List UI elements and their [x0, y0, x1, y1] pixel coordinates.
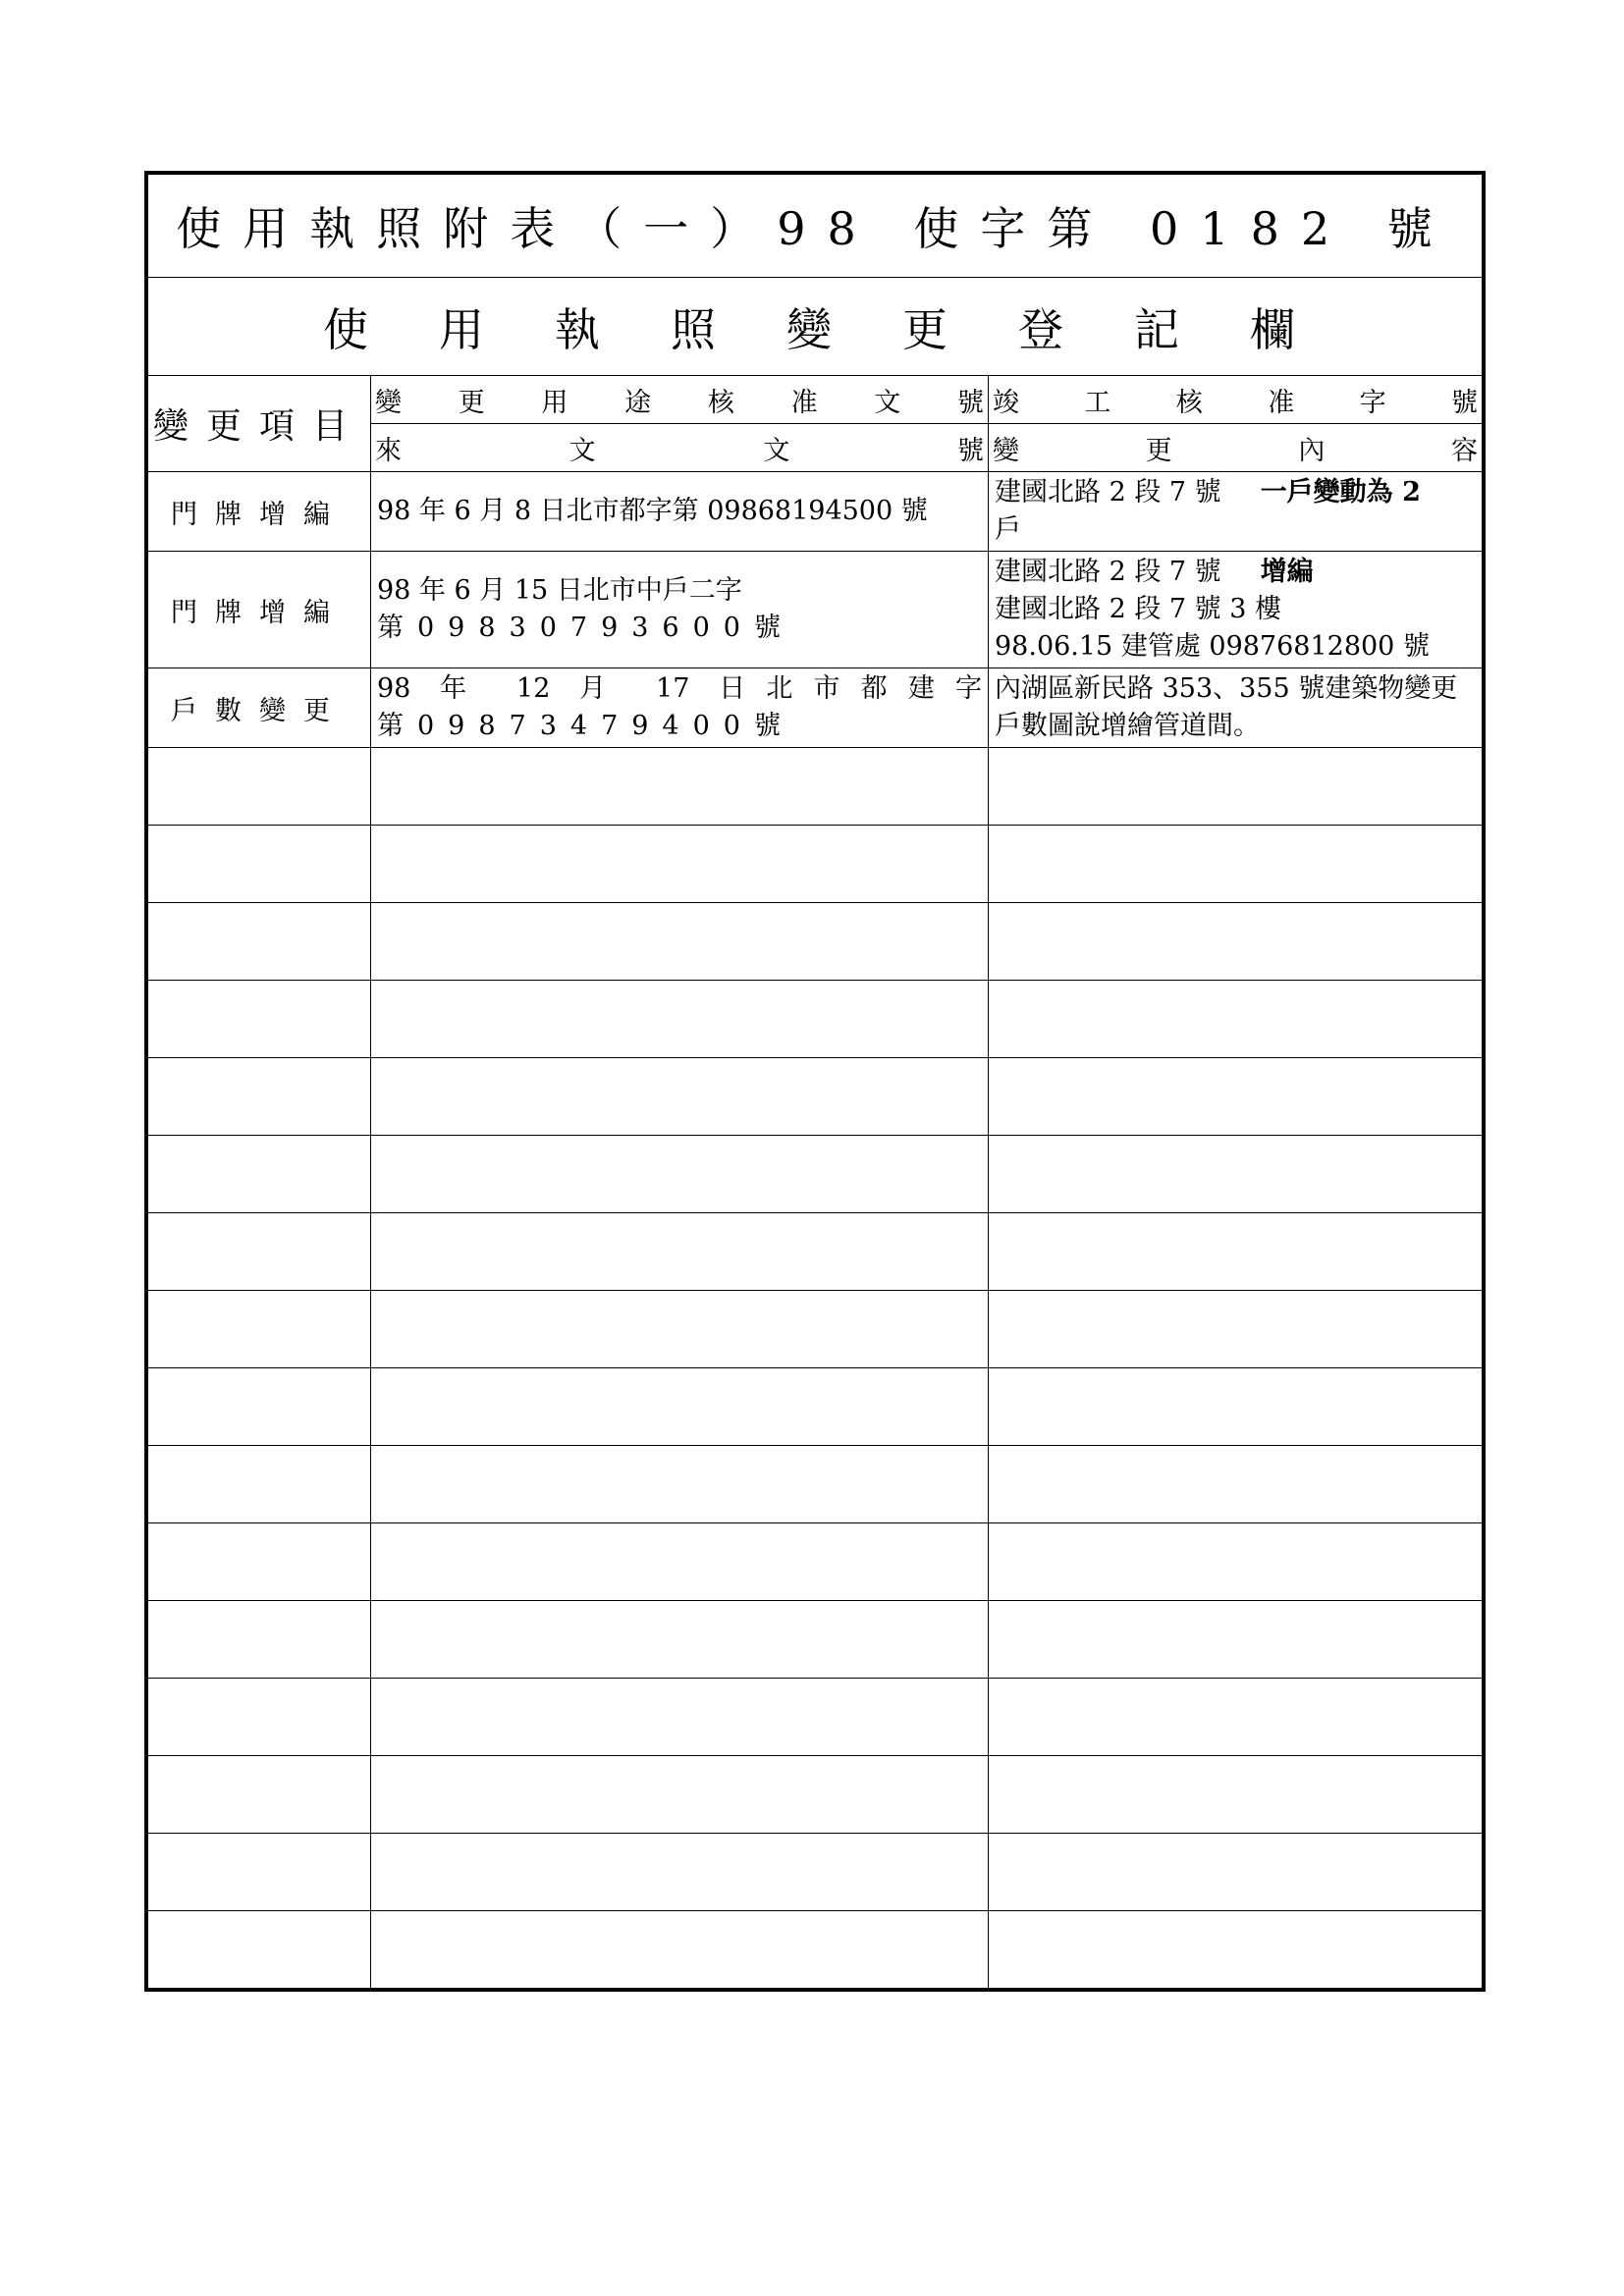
header-approval-doc: 變更用途核准文號 [371, 376, 989, 424]
empty-cell [371, 1136, 989, 1213]
empty-cell [371, 1368, 989, 1446]
empty-cell [148, 1601, 371, 1679]
empty-cell [989, 1756, 1483, 1834]
content-line: 建國北路 2 段 7 號 3 樓 [995, 594, 1282, 624]
empty-cell [989, 1058, 1483, 1136]
row-change-content [989, 552, 1483, 668]
empty-cell [989, 1368, 1483, 1446]
row-item: 門牌增編 [148, 552, 371, 668]
empty-table-row [148, 1368, 1483, 1446]
empty-table-row [148, 748, 1483, 826]
doc-line: 98 年 6 月 8 日北市都字第 09868194500 號 [377, 496, 928, 526]
empty-table-row [148, 1523, 1483, 1601]
row-item: 戶數變更 [148, 668, 371, 748]
header-incoming-doc: 來文文號 [371, 424, 989, 472]
empty-cell [148, 1446, 371, 1523]
document-title: 使用執照附表（一）98 使字第 0182 號 [148, 175, 1483, 278]
empty-cell [371, 1679, 989, 1756]
empty-cell [371, 981, 989, 1058]
empty-cell [148, 1058, 371, 1136]
table-row [148, 668, 1483, 748]
empty-cell [148, 981, 371, 1058]
empty-cell [989, 1213, 1483, 1291]
content-line: 內湖區新民路 353、355 號建築物變更 [995, 673, 1458, 704]
row-document-number [371, 472, 989, 552]
empty-cell [148, 1523, 371, 1601]
empty-table-row [148, 1601, 1483, 1679]
empty-cell [989, 981, 1483, 1058]
empty-table-row [148, 981, 1483, 1058]
empty-cell [148, 1834, 371, 1911]
empty-table-row [148, 1756, 1483, 1834]
doc-line: 98 年 6 月 15 日北市中戶二字 [377, 575, 742, 606]
content-line: 98.06.15 建管處 09876812800 號 [995, 631, 1430, 662]
row-document-number [371, 668, 989, 748]
empty-cell [148, 1679, 371, 1756]
empty-cell [989, 1911, 1483, 1989]
content-bold-text: 增編 [1260, 557, 1314, 587]
empty-cell [371, 826, 989, 903]
empty-cell [371, 1834, 989, 1911]
empty-cell [148, 1213, 371, 1291]
empty-cell [989, 1291, 1483, 1368]
empty-cell [989, 1601, 1483, 1679]
row-change-content [989, 668, 1483, 748]
empty-table-row [148, 1213, 1483, 1291]
content-line [995, 474, 1476, 511]
empty-cell [989, 1523, 1483, 1601]
empty-cell [371, 748, 989, 826]
empty-cell [989, 826, 1483, 903]
empty-cell [148, 1911, 371, 1989]
empty-table-row [148, 1911, 1483, 1989]
empty-cell [148, 826, 371, 903]
empty-table-row [148, 1291, 1483, 1368]
empty-cell [371, 1291, 989, 1368]
empty-cell [989, 1679, 1483, 1756]
empty-cell [148, 1756, 371, 1834]
content-line [995, 554, 1476, 591]
content-line: 戶 [995, 514, 1021, 545]
content-text: 建國北路 2 段 7 號 [995, 557, 1221, 587]
empty-cell [989, 1136, 1483, 1213]
empty-cell [371, 1601, 989, 1679]
empty-table-row [148, 1679, 1483, 1756]
empty-cell [989, 1834, 1483, 1911]
empty-cell [148, 1136, 371, 1213]
doc-line: 98 年 12 月 17 日北市都建字 [377, 673, 982, 704]
row-document-number [371, 552, 989, 668]
empty-cell [148, 748, 371, 826]
change-registration-table [147, 174, 1483, 1989]
content-bold-text: 一戶變動為 2 [1260, 477, 1421, 507]
empty-cell [989, 1446, 1483, 1523]
empty-cell [148, 1368, 371, 1446]
doc-line: 第09873479400號 [377, 711, 794, 741]
header-change-item: 變更項目 [148, 376, 371, 472]
empty-table-row [148, 903, 1483, 981]
empty-cell [989, 748, 1483, 826]
empty-table-row [148, 1834, 1483, 1911]
empty-cell [148, 1291, 371, 1368]
content-line: 戶數圖說增繪管道間。 [995, 711, 1260, 741]
empty-cell [371, 1911, 989, 1989]
empty-cell [989, 903, 1483, 981]
doc-line: 第09830793600號 [377, 613, 794, 643]
table-row [148, 472, 1483, 552]
empty-cell [371, 1446, 989, 1523]
content-text: 建國北路 2 段 7 號 [995, 477, 1221, 507]
empty-cell [371, 1058, 989, 1136]
header-change-content: 變更內容 [989, 424, 1483, 472]
empty-table-row [148, 1136, 1483, 1213]
empty-cell [371, 1213, 989, 1291]
empty-table-row [148, 826, 1483, 903]
header-completion-doc: 竣工核准字號 [989, 376, 1483, 424]
empty-table-row [148, 1446, 1483, 1523]
table-row [148, 552, 1483, 668]
empty-table-row [148, 1058, 1483, 1136]
empty-cell [148, 903, 371, 981]
row-item: 門牌增編 [148, 472, 371, 552]
section-title: 使用執照變更登記欄 [148, 278, 1483, 376]
empty-cell [371, 1523, 989, 1601]
row-change-content [989, 472, 1483, 552]
empty-cell [371, 1756, 989, 1834]
empty-cell [371, 903, 989, 981]
